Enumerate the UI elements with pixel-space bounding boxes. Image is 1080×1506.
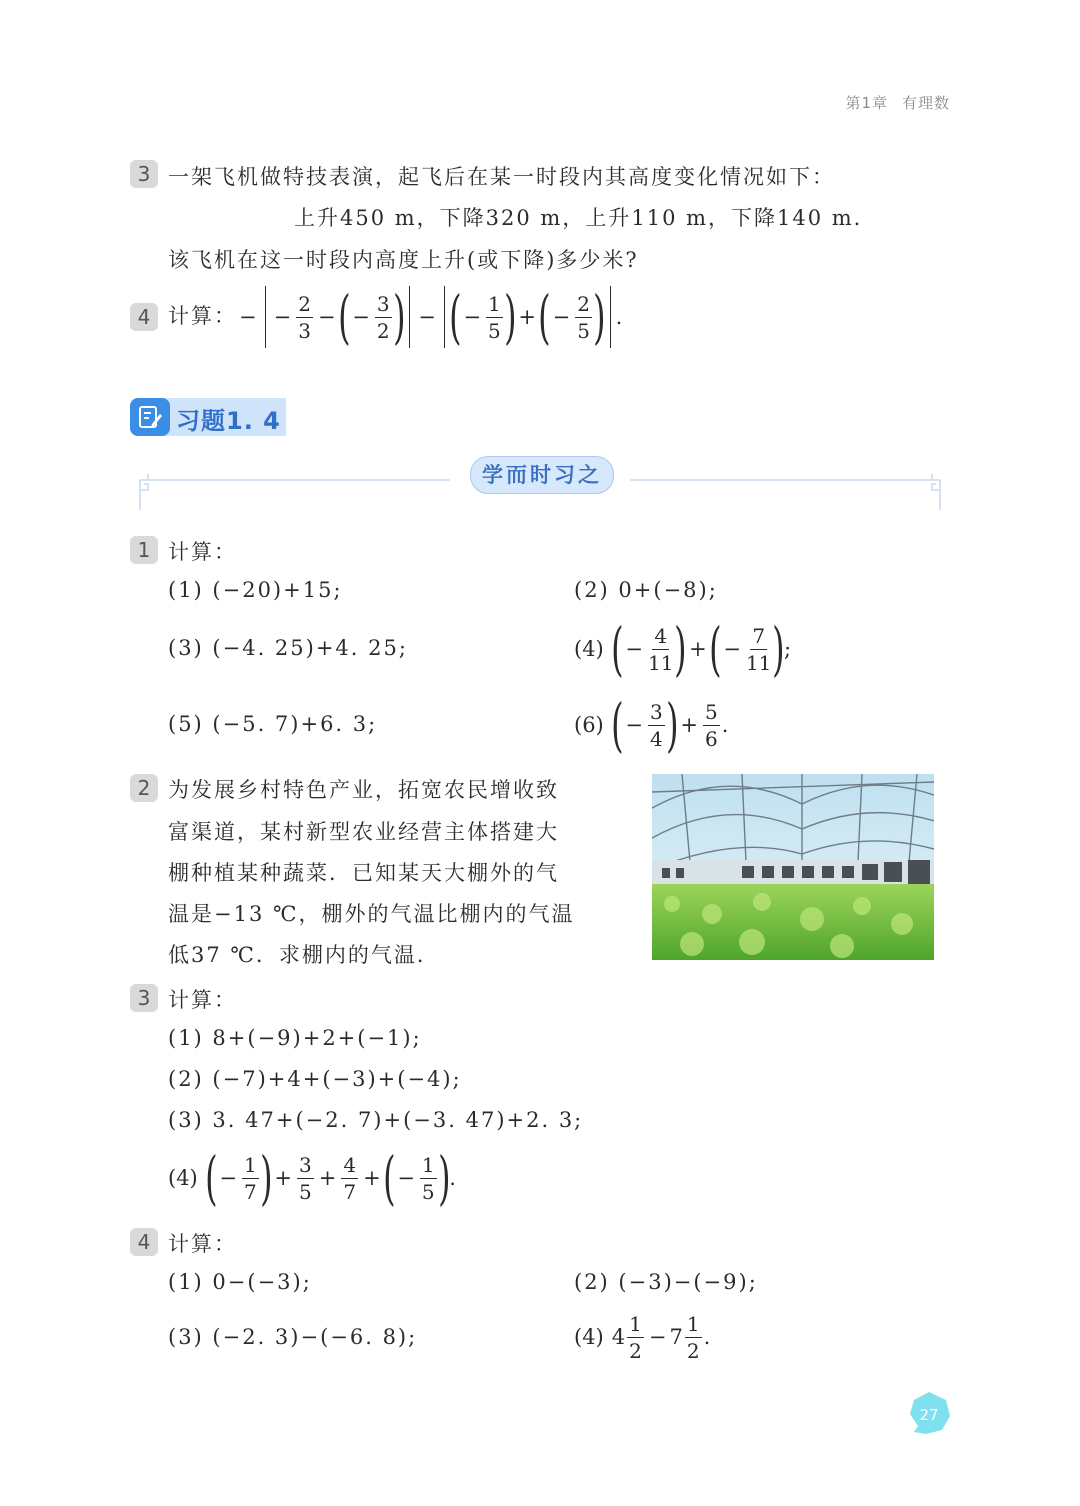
- exercise-2-line3: 棚种植某种蔬菜．已知某天大棚外的气: [168, 861, 559, 885]
- page-number: 27: [919, 1406, 939, 1424]
- exercise-2-line5: 低37 ℃．求棚内的气温．: [168, 943, 440, 967]
- exercise-3-label: 计算：: [168, 988, 237, 1012]
- exercise-1-part5: (5) (−5. 7)+6. 3;: [168, 712, 378, 736]
- exercise-1-part1: (1) (−20)+15;: [168, 578, 343, 602]
- exercise-4-part4: (4) 4 $\frac{1}{2}$ − 7 $\frac{1}{2}$ .: [574, 1311, 711, 1363]
- question-4-number: 4: [130, 303, 158, 331]
- question-3-number: 3: [130, 160, 158, 188]
- exercise-4-part3: (3) (−2. 3)−(−6. 8);: [168, 1325, 418, 1349]
- exercise-1-part2: (2) 0+(−8);: [574, 578, 718, 602]
- chapter-title: 有理数: [901, 94, 950, 112]
- running-header: [845, 92, 950, 113]
- exercise-4-part2: (2) (−3)−(−9);: [574, 1270, 758, 1294]
- section-title: [130, 398, 286, 436]
- question-3-line2: 上升450 m，下降320 m，上升110 m，下降140 m.: [294, 206, 863, 230]
- question-3-line3: 该飞机在这一时段内高度上升(或下降)多少米?: [168, 248, 639, 272]
- greenhouse-photo: [652, 774, 934, 960]
- exercise-1-part3: (3) (−4. 25)+4. 25;: [168, 636, 408, 660]
- exercise-2-line4: 温是−13 ℃，棚外的气温比棚内的气温: [168, 902, 575, 926]
- exercise-3-part2: (2) (−7)+4+(−3)+(−4);: [168, 1067, 462, 1091]
- question-4-expression: − − $\frac{2}{3}$ − ( − $\frac{3}{2}$ ) − ( − $\frac{1}{5}$ ) + ( − $\frac{2}{5}$ ) .: [239, 283, 623, 351]
- exercise-3-number: 3: [130, 984, 158, 1012]
- exercise-3-part4: (4) ( − $\frac{1}{7}$ ) + $\frac{3}{5}$ + $\frac{4}{7}$ + ( − $\frac{1}{5}$ ) .: [168, 1144, 456, 1212]
- exercise-4-number: 4: [130, 1228, 158, 1256]
- exercise-1-number: 1: [130, 536, 158, 564]
- exercise-1-label: 计算：: [168, 540, 237, 564]
- exercise-4-part1: (1) 0−(−3);: [168, 1270, 312, 1294]
- exercise-1-part6: (6) ( − $\frac{3}{4}$ ) + $\frac{5}{6}$ .: [574, 691, 729, 759]
- question-4-label: 计算：: [168, 304, 237, 328]
- section-banner: 学而时习之: [470, 456, 614, 494]
- notebook-pencil-icon: [130, 398, 170, 436]
- exercise-4-label: 计算：: [168, 1232, 237, 1256]
- exercise-1-part4: (4) ( − $\frac{4}{11}$ ) + ( − $\frac{7}{11}$ ) ;: [574, 615, 792, 683]
- section-title-text: 习题1. 4: [176, 407, 281, 435]
- exercise-3-part3: (3) 3. 47+(−2. 7)+(−3. 47)+2. 3;: [168, 1108, 584, 1132]
- chapter-label: 第1章: [845, 94, 888, 112]
- question-3-line1: 一架飞机做特技表演，起飞后在某一时段内其高度变化情况如下：: [168, 165, 835, 189]
- exercise-2-line2: 富渠道，某村新型农业经营主体搭建大: [168, 820, 559, 844]
- exercise-2-number: 2: [130, 774, 158, 802]
- exercise-2-line1: 为发展乡村特色产业，拓宽农民增收致: [168, 778, 559, 802]
- exercise-3-part1: (1) 8+(−9)+2+(−1);: [168, 1026, 422, 1050]
- page-number-badge: [906, 1390, 952, 1436]
